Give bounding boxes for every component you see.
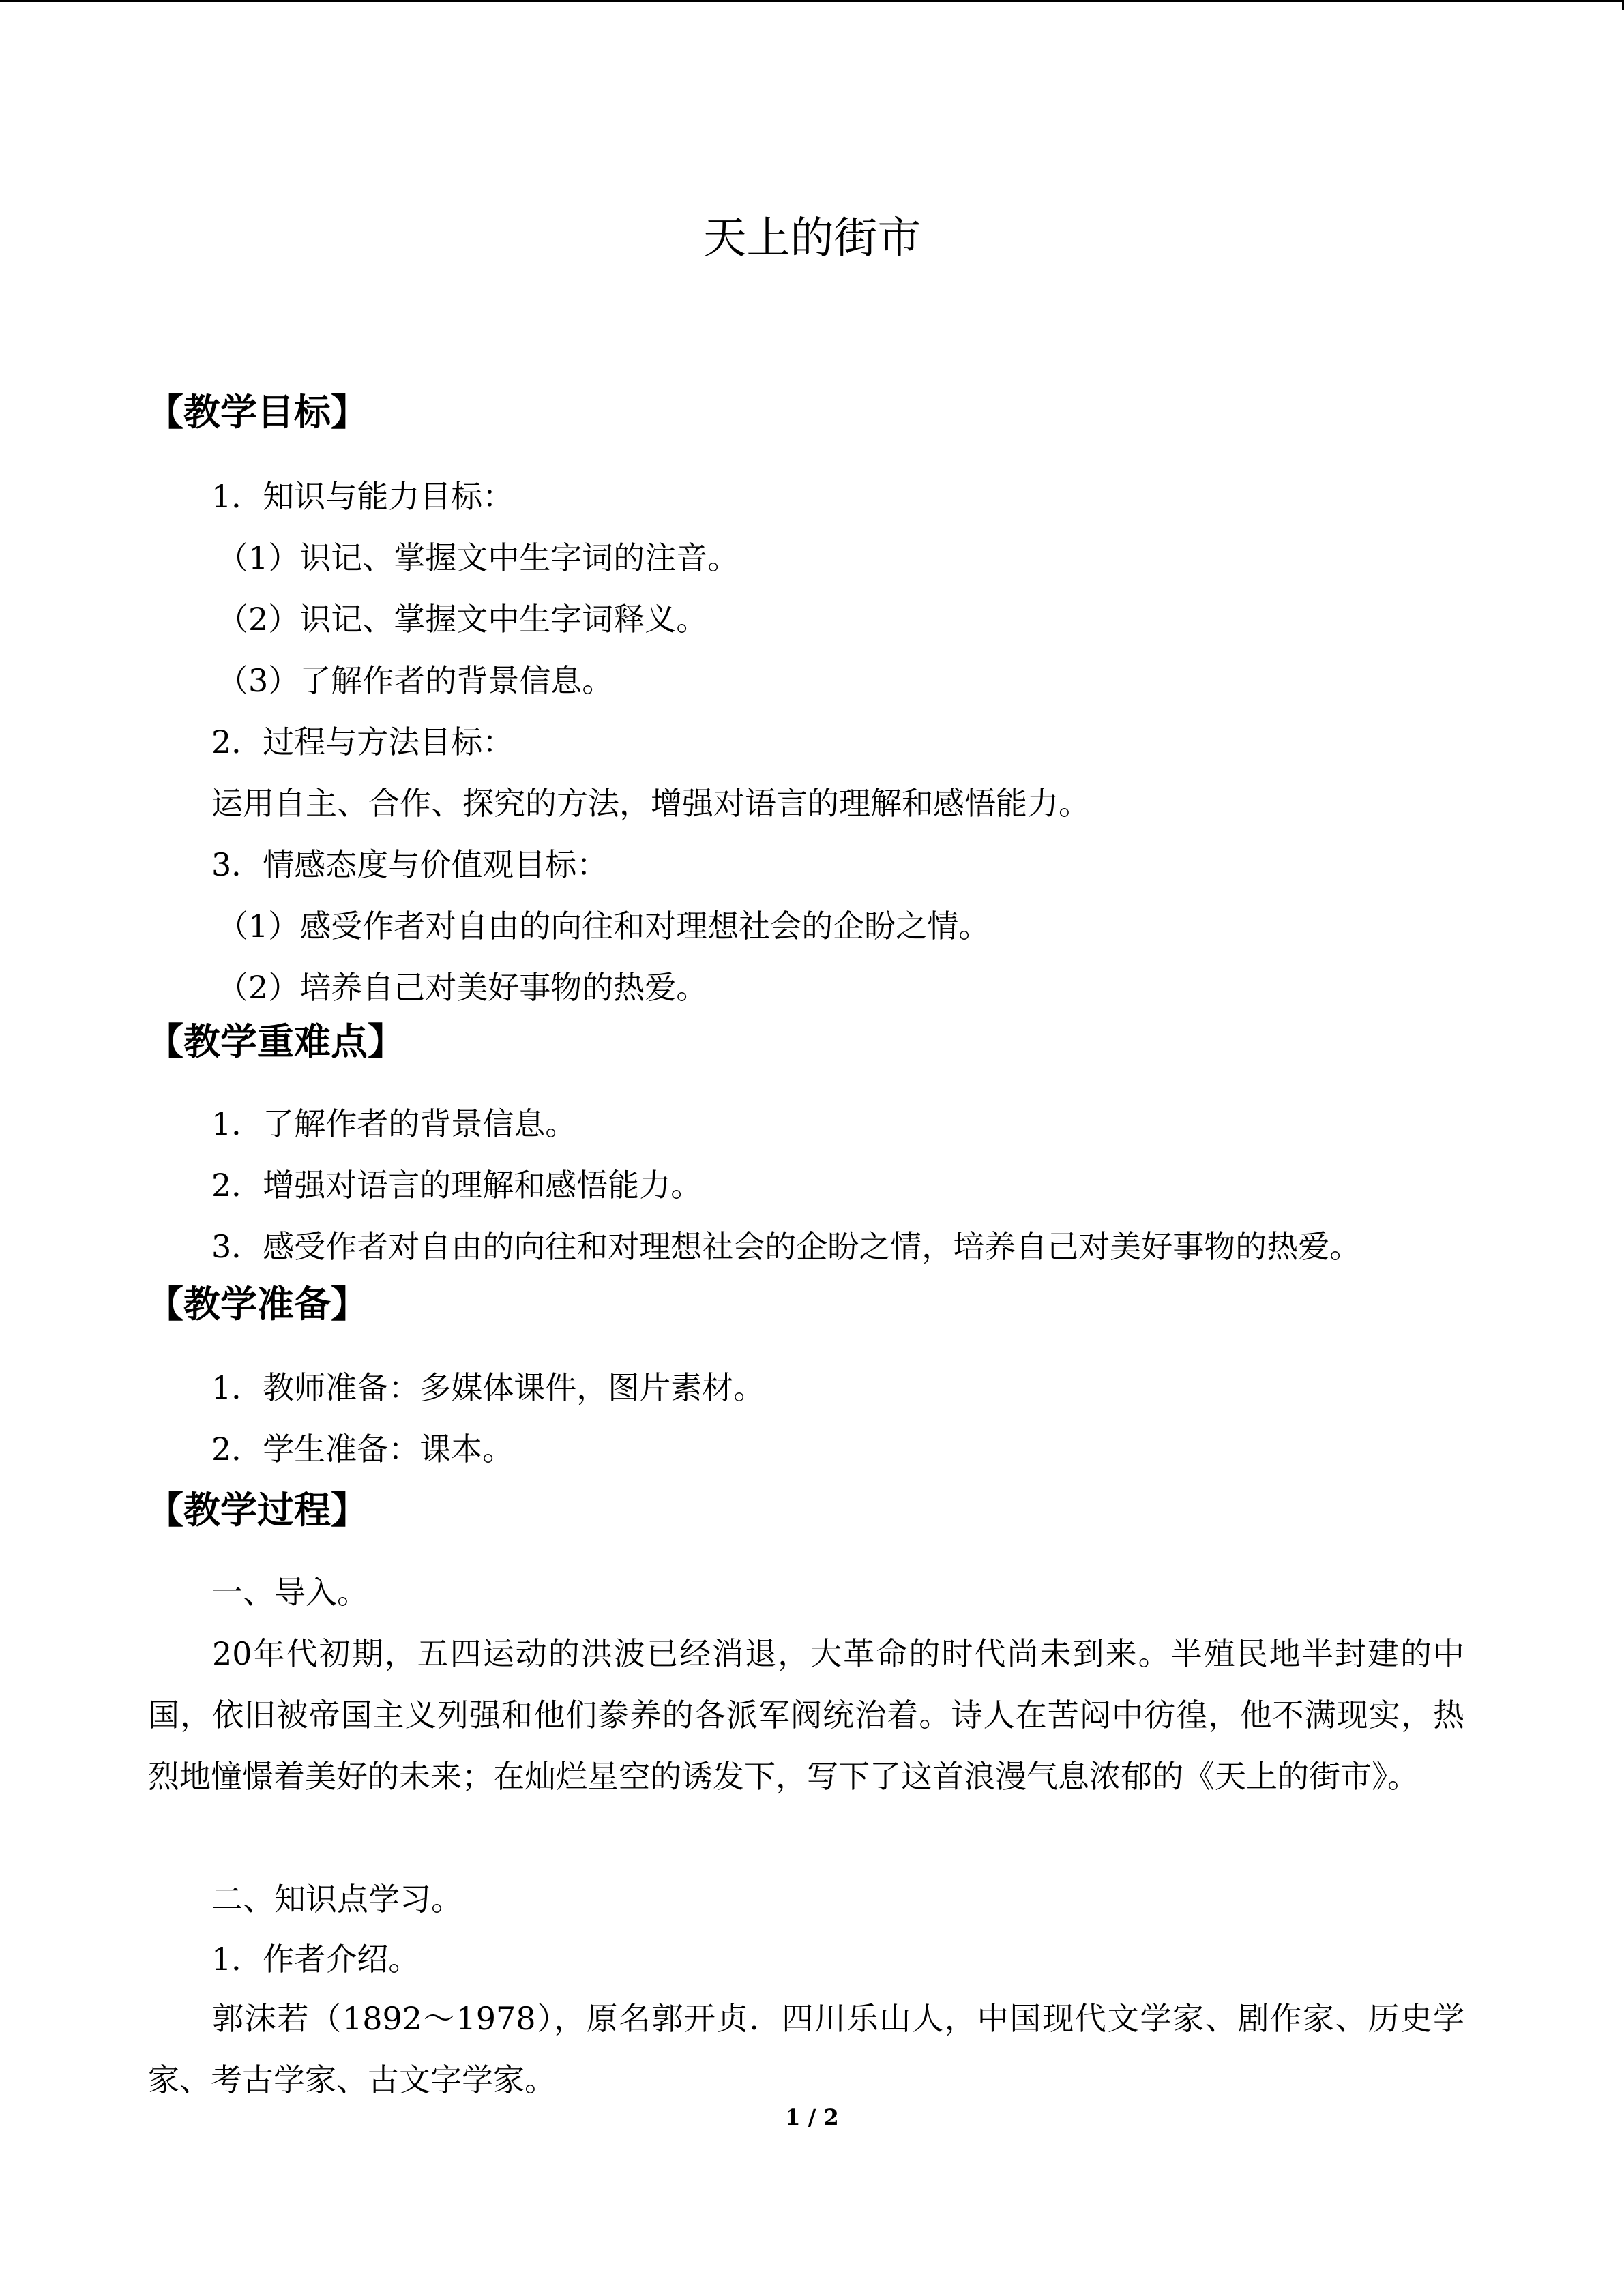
goal-line: 1．知识与能力目标： (211, 478, 514, 515)
goal-line: （2）培养自己对美好事物的热爱。 (217, 969, 708, 1006)
keypoint-line: 3．感受作者对自由的向往和对理想社会的企盼之情，培养自己对美好事物的热爱。 (211, 1228, 1361, 1265)
process-step: 一、导入。 (211, 1574, 368, 1611)
heading-teaching-process: 【教学过程】 (147, 1489, 368, 1532)
intro-paragraph: 20年代初期，五四运动的洪波已经消退，大革命的时代尚未到来。半殖民地半封建的中国，依旧被帝国主义列强和他们豢养的各派军阀统治着。诗人在苦闷中彷徨，他不满现实，热烈地憧憬着美好的未来；在灿烂星空的诱发下，写下了这首浪漫气息浓郁的《天上的街市》。 (148, 1635, 1464, 1795)
author-paragraph: 郭沫若（1892～1978），原名郭开贞．四川乐山人，中国现代文学家、剧作家、历史学家、考古学家、古文字学家。 (148, 2000, 1464, 2098)
process-step: 二、知识点学习。 (211, 1881, 462, 1918)
heading-preparation: 【教学准备】 (147, 1283, 368, 1326)
document-title: 天上的街市 (703, 213, 921, 264)
heading-teaching-goals: 【教学目标】 (147, 391, 368, 434)
keypoint-line: 1．了解作者的背景信息。 (211, 1105, 577, 1142)
goal-line: （1）识记、掌握文中生字词的注音。 (217, 539, 739, 576)
page-number: 1 / 2 (785, 2104, 839, 2130)
goal-line: （2）识记、掌握文中生字词释义。 (217, 601, 708, 638)
goal-line: 2．过程与方法目标： (211, 724, 514, 760)
heading-key-points: 【教学重难点】 (147, 1020, 404, 1063)
prep-line: 2．学生准备：课本。 (211, 1431, 514, 1467)
goal-line: 3．情感态度与价值观目标： (211, 846, 608, 883)
prep-line: 1．教师准备：多媒体课件，图片素材。 (211, 1369, 765, 1406)
goal-line: （3）了解作者的背景信息。 (217, 662, 614, 699)
process-substep: 1．作者介绍。 (211, 1941, 420, 1978)
keypoint-line: 2．增强对语言的理解和感悟能力。 (211, 1167, 703, 1204)
goal-line: 运用自主、合作、探究的方法，增强对语言的理解和感悟能力。 (211, 785, 1090, 822)
goal-line: （1）感受作者对自由的向往和对理想社会的企盼之情。 (217, 908, 990, 944)
